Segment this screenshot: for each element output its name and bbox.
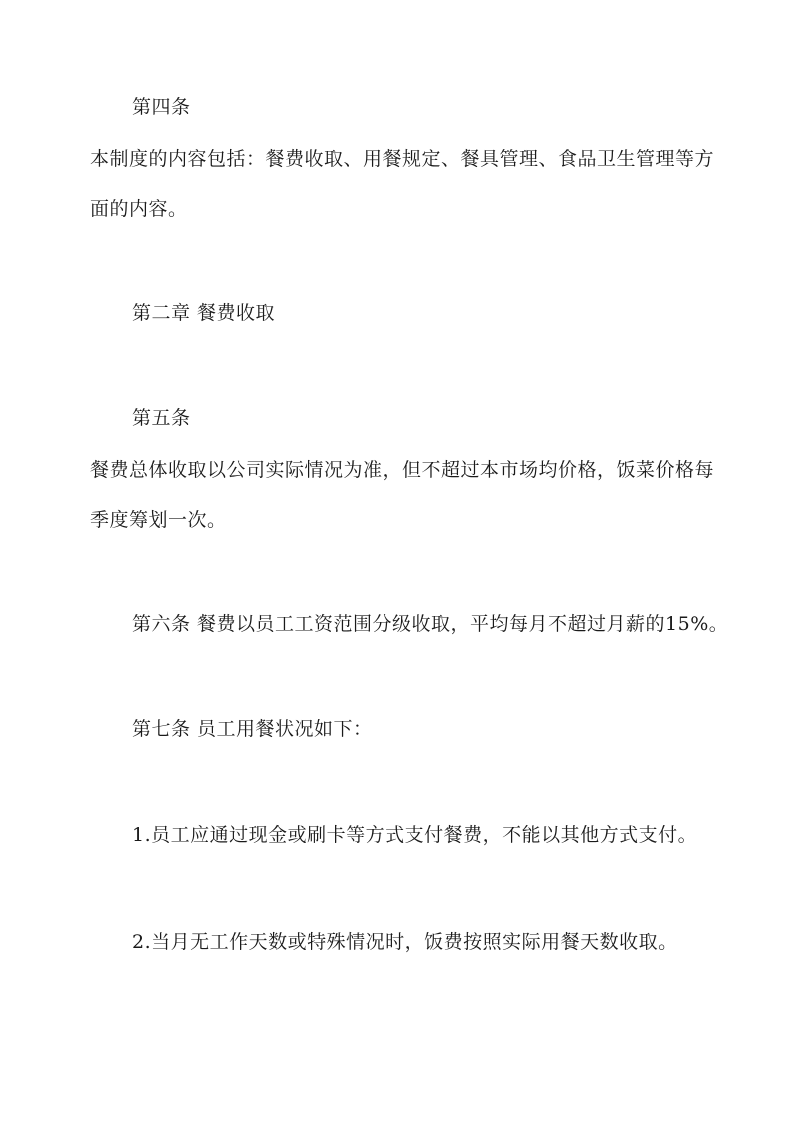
chapter-2-heading: 第二章 餐费收取 bbox=[132, 302, 276, 324]
list-item-1: 1.员工应通过现金或刷卡等方式支付餐费，不能以其他方式支付。 bbox=[132, 824, 698, 846]
article-7-text: 第七条 员工用餐状况如下： bbox=[132, 718, 373, 740]
article-6-text: 第六条 餐费以员工工资范围分级收取，平均每月不超过月薪的15%。 bbox=[132, 613, 729, 635]
article-5-heading: 第五条 bbox=[132, 407, 191, 429]
article-5-text-line-2: 季度筹划一次。 bbox=[90, 509, 227, 531]
article-4-text-line-2: 面的内容。 bbox=[90, 198, 188, 220]
article-4-text-line-1: 本制度的内容包括：餐费收取、用餐规定、餐具管理、食品卫生管理等方 bbox=[90, 148, 715, 170]
article-4-heading: 第四条 bbox=[132, 96, 191, 118]
article-5-text-line-1: 餐费总体收取以公司实际情况为准，但不超过本市场均价格，饭菜价格每 bbox=[90, 459, 715, 481]
list-item-2: 2.当月无工作天数或特殊情况时，饭费按照实际用餐天数收取。 bbox=[132, 931, 678, 953]
